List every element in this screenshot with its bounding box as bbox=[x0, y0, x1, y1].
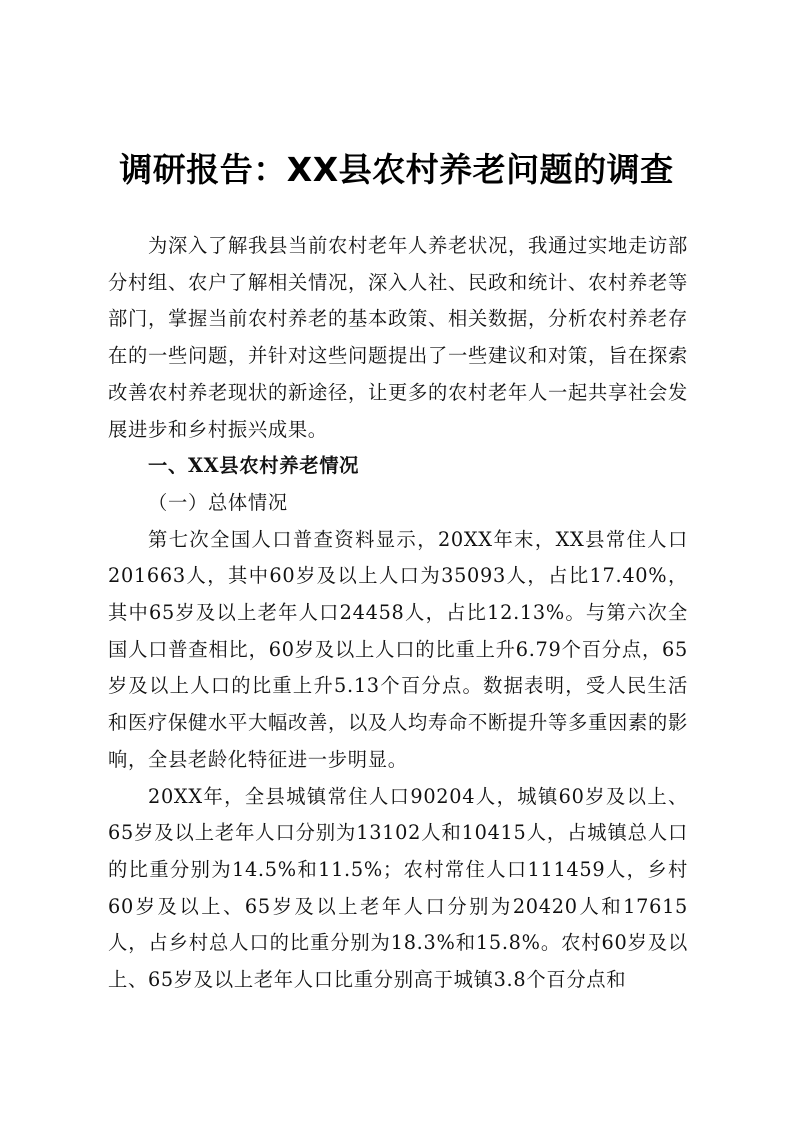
document-title: 调研报告：XX县农村养老问题的调查 bbox=[119, 150, 674, 189]
document-body bbox=[108, 228, 688, 999]
intro-paragraph: 为深入了解我县当前农村老年人养老状况，我通过实地走访部分村组、农户了解相关情况，深入人社、民政和统计、农村养老等部门，掌握当前农村养老的基本政策、相关数据，分析农村养老存在的一些问题，并针对这些问题提出了一些建议和对策，旨在探索改善农村养老现状的新途径，让更多的农村老年人一起共享社会发展进步和乡村振兴成果。 bbox=[108, 234, 688, 441]
subsection-heading: （一）总体情况 bbox=[148, 490, 288, 514]
urban-rural-paragraph: 20XX年，全县城镇常住人口90204人，城镇60岁及以上、65岁及以上老年人口分别为13102人和10415人，占城镇总人口的比重分别为14.5%和11.5%；农村常住人口111459人，乡村60岁及以上、65岁及以上老年人口分别为20420人和17615人，占乡村总人口的比重分别为18.3%和15.8%。农村60岁及以上、65岁及以上老年人口比重分别高于城镇3.8个百分点和 bbox=[108, 784, 688, 992]
section-heading: 一、XX县农村养老情况 bbox=[148, 454, 360, 478]
overview-paragraph: 第七次全国人口普查资料显示，20XX年末，XX县常住人口201663人，其中60岁及以上人口为35093人，占比17.40%，其中65岁及以上老年人口24458人，占比12.13%。与第六次全国人口普查相比，60岁及以上人口的比重上升6.79个百分点，65岁及以上人口的比重上升5.13个百分点。数据表明，受人民生活和医疗保健水平大幅改善，以及人均寿命不断提升等多重因素的影响，全县老龄化特征进一步明显。 bbox=[108, 527, 688, 771]
